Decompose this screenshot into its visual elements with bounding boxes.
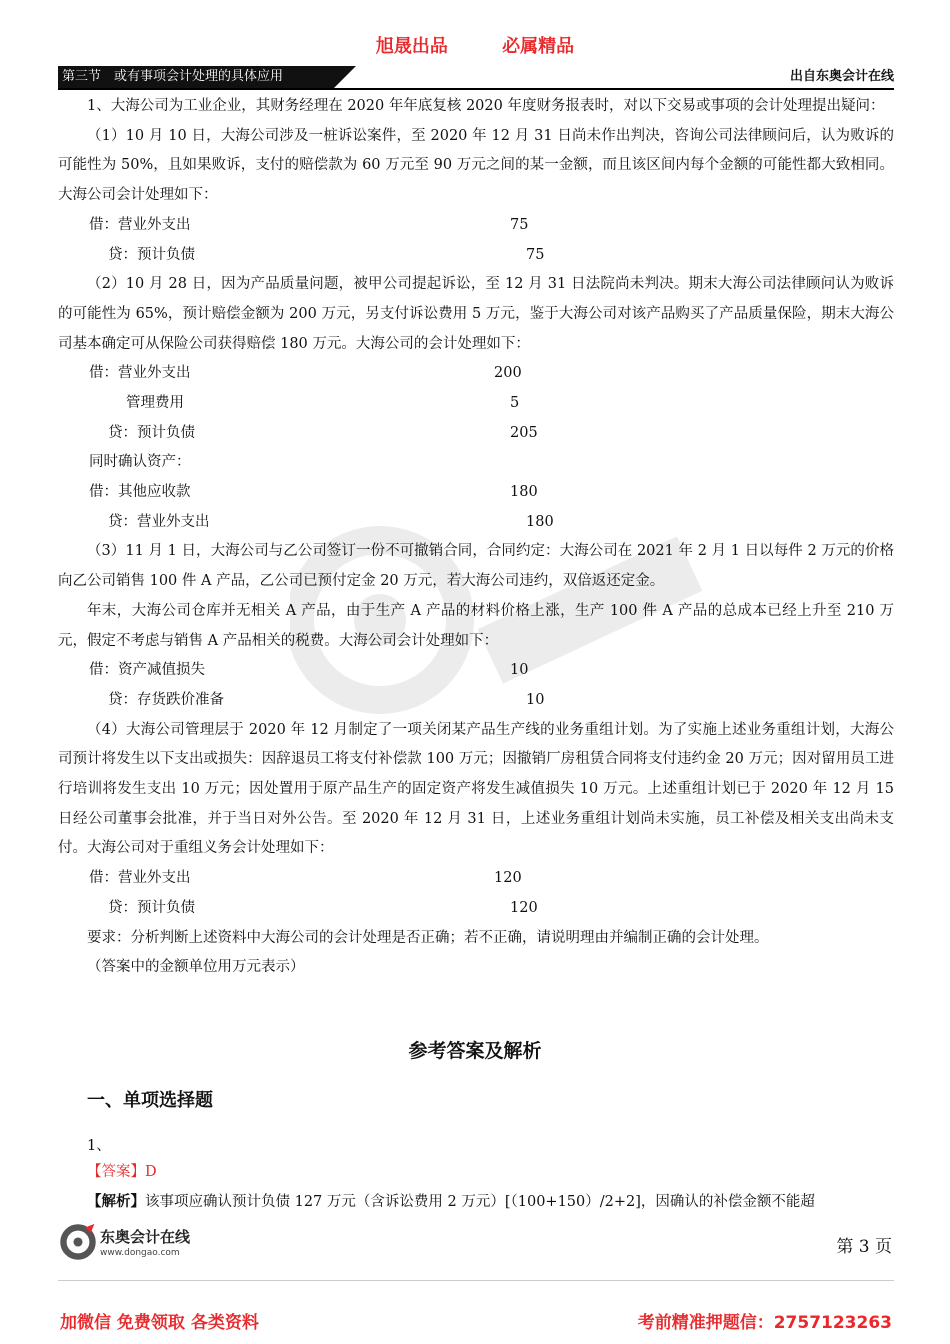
entry-label: 借：营业外支出 (89, 870, 191, 887)
journal-entry (58, 241, 894, 271)
journal-entry (58, 508, 894, 538)
entry-label: 管理费用 (126, 394, 184, 411)
page-number: 第 3 页 (836, 1237, 892, 1257)
unit-note: （答案中的金额单位用万元表示） (87, 959, 305, 976)
journal-entry (58, 864, 894, 894)
entry-label: 借：资产减值损失 (89, 662, 205, 679)
entry-amount: 75 (510, 216, 529, 233)
footer-brand: 东奥会计在线 (100, 1228, 191, 1246)
question-intro: 1、大海公司为工业企业，其财务经理在 2020 年年底复核 2020 年度财务报表时，对以下交易或事项的会计处理提出疑问： (87, 98, 885, 114)
section-tab: 第三节 或有事项会计处理的具体应用 (58, 66, 334, 88)
answer-tag: 【答案】 (87, 1164, 145, 1180)
journal-entry (58, 211, 894, 241)
question-content (58, 92, 894, 983)
entry-label: 贷：预计负债 (108, 246, 195, 263)
entry-label: 贷：预计负债 (108, 899, 195, 916)
entry-amount: 5 (510, 394, 520, 411)
entry-amount: 205 (510, 424, 538, 441)
entry-label: 借：营业外支出 (89, 216, 191, 233)
answer-value: D (145, 1164, 157, 1180)
banner-left-text: 旭晟出品 (375, 36, 448, 57)
journal-entry (58, 894, 894, 924)
section-tab-tip (334, 66, 356, 88)
journal-entry (58, 478, 894, 508)
entry-label: 贷：预计负债 (108, 424, 195, 441)
entry-amount: 120 (494, 870, 522, 887)
banner-right-text: 必属精品 (502, 36, 575, 57)
item-text-continued: 年末，大海公司仓库并无相关 A 产品，由于生产 A 产品的材料价格上涨，生产 100 件 A 产品的总成本已经上升至 210 万元，假定不考虑与销售 A 产品相关的税费。大海公司会计处理如下： (58, 602, 894, 649)
answer-question-number: 1、 (87, 1138, 111, 1154)
dongao-logo-icon (58, 1222, 98, 1262)
answer-section-title: 参考答案及解析 (408, 1040, 542, 1062)
journal-entry (58, 656, 894, 686)
page-header (58, 66, 894, 90)
entry-amount: 200 (494, 365, 522, 382)
top-banner (0, 32, 950, 58)
entry-label: 贷：营业外支出 (108, 513, 210, 530)
item-text: （1）10 月 10 日，大海公司涉及一桩诉讼案件，至 2020 年 12 月 31 日尚未作出判决，咨询公司法律顾问后，认为败诉的可能性为 50%，且如果败诉，支付的赔偿款为 60 万元至 90 万元之间的某一金额，而且该区间内每个金额的可能性都大致相同。大海公司会计处理如下： (58, 127, 894, 204)
requirement-text: 要求：分析判断上述资料中大海公司的会计处理是否正确；若不正确，请说明理由并编制正确的会计处理。 (87, 929, 769, 946)
journal-entry (58, 419, 894, 449)
journal-entry (58, 389, 894, 419)
footer-url[interactable]: www.dongao.com (100, 1248, 180, 1258)
entry-amount: 120 (510, 899, 538, 916)
entry-amount: 180 (526, 513, 554, 530)
entry-label: 借：营业外支出 (89, 365, 191, 382)
entry-amount: 180 (510, 484, 538, 501)
answer-line (87, 1160, 157, 1181)
answer-heading: 一、单项选择题 (87, 1090, 213, 1111)
entry-amount: 10 (526, 691, 545, 708)
entry-amount: 75 (526, 246, 545, 263)
analysis-line (87, 1190, 894, 1211)
item-text: （3）11 月 1 日，大海公司与乙公司签订一份不可撤销合同，合同约定：大海公司在 2021 年 2 月 1 日以每件 2 万元的价格向乙公司销售 100 件 A 产品，乙公司已预付定金 20 万元，若大海公司违约，双倍返还定金。 (58, 543, 894, 590)
item-text: （2）10 月 28 日，因为产品质量问题，被甲公司提起诉讼，至 12 月 31 日法院尚未判决。期末大海公司法律顾问认为败诉的可能性为 65%，预计赔偿金额为 200 万元，另支付诉讼费用 5 万元，鉴于大海公司对该产品购买了产品质量保险，期末大海公司基本确定可从保险公司获得赔偿 180 万元。大海公司的会计处理如下： (58, 276, 894, 352)
entry-label: 借：其他应收款 (89, 484, 191, 501)
journal-entry (58, 359, 894, 389)
item-text: （4）大海公司管理层于 2020 年 12 月制定了一项关闭某产品生产线的业务重组计划。为了实施上述业务重组计划，大海公司预计将发生以下支出或损失：因辞退员工将支付补偿款 100 万元；因撤销厂房租赁合同将支付违约金 20 万元；因对留用员工进行培训将发生支出 10 万元；因处置用于原产品生产的固定资产将发生减值损失 10 万元。上述重组计划已于 2020 年 12 月 15 日经公司董事会批准，并于当日对外公告。至 2020 年 12 月 31 日，上述业务重组计划尚未实施，员工补偿及相关支出尚未支付。大海公司对于重组义务会计处理如下： (58, 721, 894, 857)
promo-right: 考前精准押题信：2757123263 (637, 1313, 892, 1333)
promo-left: 加微信 免费领取 各类资料 (60, 1313, 259, 1333)
journal-entry (58, 686, 894, 716)
entry-label: 同时确认资产： (89, 454, 191, 471)
source-label: 出自东奥会计在线 (789, 69, 894, 84)
analysis-text: 该事项应确认预计负债 127 万元（含诉讼费用 2 万元）[（100+150）/2+2]，因确认的补偿金额不能超 (145, 1194, 815, 1210)
entry-amount: 10 (510, 662, 529, 679)
analysis-tag: 【解析】 (87, 1193, 145, 1210)
entry-label: 贷：存货跌价准备 (108, 691, 224, 708)
footer-divider (58, 1280, 894, 1281)
journal-note (58, 448, 894, 478)
